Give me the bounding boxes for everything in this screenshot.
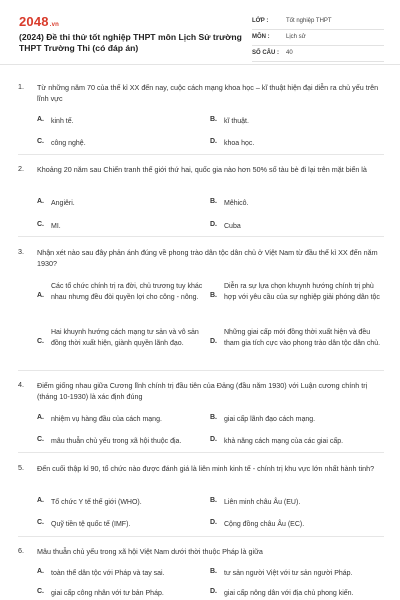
option-letter: C.	[37, 588, 44, 595]
option-text: giai cấp nông dân với địa chủ phong kiến.	[224, 590, 354, 597]
question-divider	[18, 236, 384, 237]
option-text: Quỹ tiền tệ quốc tế (IMF).	[51, 521, 131, 528]
option-letter: D.	[210, 436, 217, 443]
question-2	[18, 164, 386, 244]
option-c[interactable]	[37, 588, 212, 600]
option-letter: A.	[37, 198, 44, 205]
option-a[interactable]	[37, 414, 212, 426]
question-number: 5.	[18, 463, 24, 472]
meta-label: SỐ CÂU :	[252, 50, 279, 56]
option-a[interactable]	[37, 497, 212, 509]
meta-row-subject	[252, 32, 384, 46]
meta-label: MÔN :	[252, 34, 270, 40]
option-text: Hai khuynh hướng cách mạng tư sản và vô sản đồng thời xuất hiện, giành quyền lãnh đạo.	[51, 329, 199, 347]
option-letter: A.	[37, 116, 44, 123]
option-a[interactable]	[37, 568, 212, 580]
option-b[interactable]	[210, 568, 385, 580]
option-letter: D.	[210, 588, 217, 595]
option-text: kĩ thuật.	[224, 118, 249, 125]
option-letter: A.	[37, 497, 44, 504]
document-meta	[252, 16, 384, 64]
option-letter: A.	[37, 414, 44, 421]
option-c[interactable]	[37, 327, 212, 363]
option-d[interactable]	[210, 436, 385, 448]
option-text: Cuba	[224, 223, 241, 230]
option-text: Diễn ra sự lựa chọn khuynh hướng chính trị phù hợp với yêu cầu của sự nghiệp giải phóng dân tộc	[224, 283, 380, 301]
option-d[interactable]	[210, 519, 385, 531]
header-divider	[0, 64, 400, 65]
option-text: mâu thuẫn chủ yếu trong xã hội thuộc địa.	[51, 438, 182, 445]
option-text: Mêhicô.	[224, 200, 249, 207]
option-letter: B.	[210, 497, 217, 504]
option-b[interactable]	[210, 414, 385, 426]
question-text: Từ những năm 70 của thế kỉ XX đến nay, cuộc cách mạng khoa học – kĩ thuật hiện đại diễn ra chủ yếu trên lĩnh vực	[37, 83, 379, 103]
option-text: tư sản người Việt với tư sản người Pháp.	[224, 570, 353, 577]
option-letter: C.	[37, 519, 44, 526]
option-text: nhiệm vụ hàng đầu của cách mạng.	[51, 416, 162, 423]
question-4	[18, 380, 386, 460]
question-1	[18, 82, 386, 162]
option-b[interactable]	[210, 281, 385, 317]
option-d[interactable]	[210, 138, 380, 150]
option-letter: C.	[37, 138, 44, 145]
question-divider	[18, 536, 384, 537]
logo-main-text: 2048	[19, 14, 49, 29]
question-6	[18, 546, 386, 600]
question-number: 1.	[18, 82, 24, 91]
question-5	[18, 463, 386, 543]
option-b[interactable]	[210, 198, 380, 210]
option-c[interactable]	[37, 436, 212, 448]
question-divider	[18, 452, 384, 453]
option-a[interactable]	[37, 198, 207, 210]
option-letter: B.	[210, 198, 217, 205]
question-text: Mâu thuẫn chủ yếu trong xã hội Việt Nam dưới thời thuộc Pháp là giữa	[37, 547, 263, 556]
option-letter: D.	[210, 519, 217, 526]
meta-label: LỚP :	[252, 18, 269, 24]
option-letter: A.	[37, 568, 44, 575]
option-text: công nghệ.	[51, 140, 86, 147]
question-number: 4.	[18, 380, 24, 389]
option-text: Liên minh châu Âu (EU).	[224, 499, 301, 506]
option-text: Cộng đồng châu Âu (EC).	[224, 521, 305, 528]
page-header	[0, 0, 400, 62]
option-text: Angiêri.	[51, 200, 75, 207]
option-text: giai cấp lãnh đạo cách mạng.	[224, 416, 316, 423]
option-d[interactable]	[210, 588, 385, 600]
option-text: khoa học.	[224, 140, 255, 147]
question-divider	[18, 154, 384, 155]
question-number: 2.	[18, 164, 24, 173]
option-letter: A.	[37, 292, 44, 299]
question-text: Nhận xét nào sau đây phản ánh đúng về phong trào dân tộc dân chủ ở Việt Nam từ đầu thế kỉ XX đến năm 1930?	[37, 248, 378, 268]
option-letter: B.	[210, 414, 217, 421]
option-text: MI.	[51, 223, 61, 230]
option-letter: B.	[210, 568, 217, 575]
option-text: Tổ chức Y tế thế giới (WHO).	[51, 499, 142, 506]
logo-suffix-text: .vn	[49, 22, 60, 28]
option-letter: D.	[210, 221, 217, 228]
option-c[interactable]	[37, 221, 207, 233]
option-letter: C.	[37, 221, 44, 228]
question-text: Khoảng 20 năm sau Chiến tranh thế giới thứ hai, quốc gia nào hơn 50% số tàu bè đi lại trên mặt biển là	[37, 165, 367, 174]
question-number: 3.	[18, 247, 24, 256]
option-text: toàn thể dân tộc với Pháp và tay sai.	[51, 570, 165, 577]
option-b[interactable]	[210, 497, 385, 509]
option-a[interactable]	[37, 116, 207, 128]
option-a[interactable]	[37, 281, 212, 317]
option-d[interactable]	[210, 327, 385, 363]
option-text: giai cấp công nhân với tư bản Pháp.	[51, 590, 164, 597]
question-text: Đến cuối thập kỉ 90, tổ chức nào được đánh giá là liên minh kinh tế - chính trị khu vực lớn nhất hành tinh?	[37, 464, 375, 473]
option-c[interactable]	[37, 519, 212, 531]
option-letter: B.	[210, 292, 217, 299]
question-number: 6.	[18, 546, 24, 555]
option-letter: D.	[210, 138, 217, 145]
option-letter: C.	[37, 338, 44, 345]
option-b[interactable]	[210, 116, 380, 128]
meta-value: 40	[286, 50, 293, 56]
site-logo[interactable]	[19, 14, 59, 29]
option-text: Các tổ chức chính trị ra đời, chủ trương tuy khác nhau nhưng đều đòi quyền lợi cho công - nông.	[51, 283, 203, 301]
meta-value: Lịch sử	[286, 34, 306, 40]
question-text: Điểm giống nhau giữa Cương lĩnh chính trị đầu tiên của Đảng (đầu năm 1930) với Luận cương chính trị (tháng 10-1930) là xác định đúng	[37, 381, 368, 401]
meta-row-class	[252, 16, 384, 30]
option-letter: B.	[210, 116, 217, 123]
document-title: (2024) Đề thi thử tốt nghiệp THPT môn Lịch Sử trường THPT Trường Thi (có đáp án)	[19, 32, 242, 53]
option-d[interactable]	[210, 221, 380, 233]
question-divider	[18, 370, 384, 371]
option-letter: C.	[37, 436, 44, 443]
option-letter: D.	[210, 338, 217, 345]
option-c[interactable]	[37, 138, 207, 150]
option-text: Những giai cấp mới đồng thời xuất hiện và đều tham gia tích cực vào phong trào dân tộc dân chủ.	[224, 329, 381, 347]
meta-value: Tốt nghiệp THPT	[286, 18, 332, 24]
question-3	[18, 247, 386, 377]
meta-row-count	[252, 48, 384, 62]
option-text: kinh tế.	[51, 118, 74, 125]
option-text: khả năng cách mạng của các giai cấp.	[224, 438, 344, 445]
